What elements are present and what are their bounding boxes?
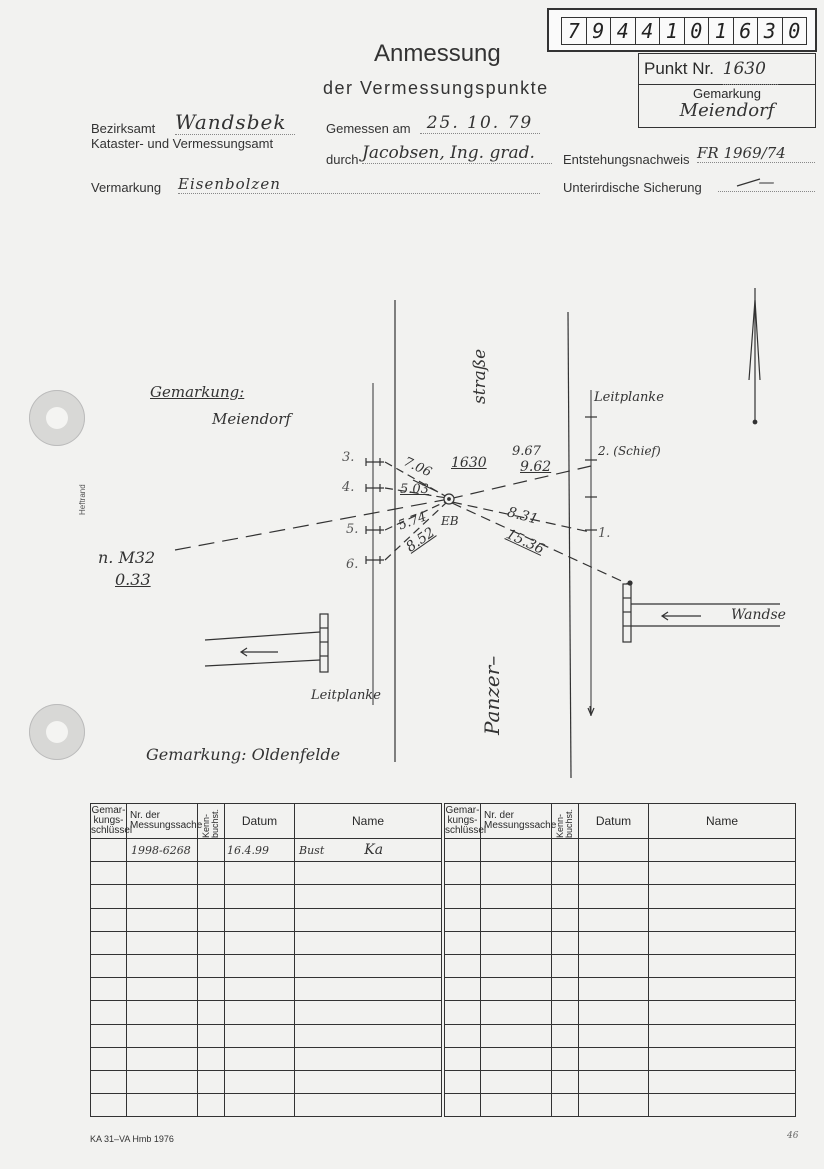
page-title: Anmessung bbox=[374, 40, 501, 67]
gemessen-value: 25. 10. 79 bbox=[420, 113, 540, 134]
page-subtitle: der Vermessungspunkte bbox=[323, 78, 549, 98]
sketch-gemarkung-top: Gemarkung: bbox=[150, 383, 245, 401]
dist-967: 9.67 bbox=[512, 444, 541, 459]
vermarkung-value: Eisenbolzen bbox=[178, 175, 540, 194]
eb-label: EB bbox=[441, 514, 459, 528]
sketch-gemarkung-bottom: Gemarkung: Oldenfelde bbox=[146, 745, 341, 764]
id-digit: 0 bbox=[685, 18, 710, 44]
log-table-left bbox=[90, 803, 442, 1117]
sketch-gemarkung-top-value: Meiendorf bbox=[212, 410, 291, 428]
sketch-wandse: Wandse bbox=[731, 607, 786, 623]
col-gemarkung: Gemar- kungs- schlüssel bbox=[445, 804, 481, 839]
dist-852: 8.52 bbox=[403, 524, 438, 556]
durch-label: durch bbox=[326, 152, 359, 167]
post-label-3: 3. bbox=[342, 450, 355, 465]
vermarkung-label: Vermarkung bbox=[91, 180, 162, 195]
durch-value: Jacobsen, Ing. grad. bbox=[362, 143, 552, 164]
col-gemarkung: Gemar- kungs- schlüssel bbox=[91, 804, 127, 839]
sketch-schief: 2. (Schief) bbox=[598, 444, 661, 458]
bezirksamt-value: Wandsbek bbox=[175, 110, 295, 135]
col-datum: Datum bbox=[579, 804, 649, 839]
log-table-right bbox=[444, 803, 796, 1117]
entstehung-label: Entstehungsnachweis bbox=[563, 152, 690, 167]
post-label-1: 1. bbox=[598, 526, 611, 541]
gemarkung-label: Gemarkung bbox=[693, 86, 761, 101]
post-label-6: 6. bbox=[346, 557, 359, 572]
punkt-label: Punkt Nr. bbox=[644, 59, 714, 78]
col-nr: Nr. der Messungssache bbox=[127, 804, 198, 839]
col-name: Name bbox=[649, 804, 796, 839]
form-id: KA 31–VA Hmb 1976 bbox=[90, 1134, 174, 1144]
post-label-5: 5. bbox=[346, 522, 359, 537]
dist-831: 8.31 bbox=[505, 504, 540, 528]
dist-503: 5.03 bbox=[400, 482, 429, 497]
dist-962: 9.62 bbox=[520, 459, 552, 475]
unterirdisch-value: — bbox=[718, 172, 815, 192]
sketch-leitplanke-top: Leitplanke bbox=[594, 390, 664, 405]
bezirksamt-label: Bezirksamt bbox=[91, 121, 156, 136]
col-nr: Nr. der Messungssache bbox=[481, 804, 552, 839]
sketch-panzer: Panzer– bbox=[480, 655, 504, 735]
unterirdisch-label: Unterirdische Sicherung bbox=[563, 180, 702, 195]
dist-1536: 15.36 bbox=[503, 526, 547, 558]
table-row: 1998-6268 16.4.99 Bust Ka bbox=[91, 839, 442, 862]
id-digit: 3 bbox=[758, 18, 783, 44]
entstehung-value: FR 1969/74 bbox=[697, 144, 815, 163]
id-digit: 1 bbox=[709, 18, 734, 44]
sketch-leitplanke-bottom: Leitplanke bbox=[311, 688, 381, 703]
id-digit: 1 bbox=[660, 18, 685, 44]
dist-574: 5.74 bbox=[396, 509, 429, 534]
col-datum: Datum bbox=[225, 804, 295, 839]
id-digit: 0 bbox=[788, 19, 801, 43]
gemessen-label: Gemessen am bbox=[326, 121, 411, 136]
hefter-label: Heftrand bbox=[78, 484, 87, 515]
id-digit: 6 bbox=[734, 18, 759, 44]
col-kenn: Kenn-buchst. bbox=[552, 804, 579, 839]
sketch-strasse: straße bbox=[470, 348, 490, 404]
id-digit: 4 bbox=[636, 18, 661, 44]
road-edge-right bbox=[568, 312, 571, 778]
kataster-label: Kataster- und Vermessungsamt bbox=[91, 136, 274, 151]
sketch-point-label: 1630 bbox=[451, 455, 487, 471]
col-kenn: Kenn-buchst. bbox=[198, 804, 225, 839]
col-name: Name bbox=[295, 804, 442, 839]
page-mark: 46 bbox=[787, 1131, 799, 1141]
sketch-ref-dist: 0.33 bbox=[115, 570, 151, 589]
id-digit: 9 bbox=[587, 18, 612, 44]
dist-706: 7.06 bbox=[401, 454, 434, 481]
post-label-4: 4. bbox=[342, 480, 355, 495]
id-digit: 4 bbox=[611, 18, 636, 44]
punkt-value: 1630 bbox=[723, 54, 778, 85]
sketch-ref-point: n. M32 bbox=[98, 548, 156, 567]
gemarkung-value: Meiendorf bbox=[679, 100, 775, 121]
id-digit: 7 bbox=[562, 18, 587, 44]
